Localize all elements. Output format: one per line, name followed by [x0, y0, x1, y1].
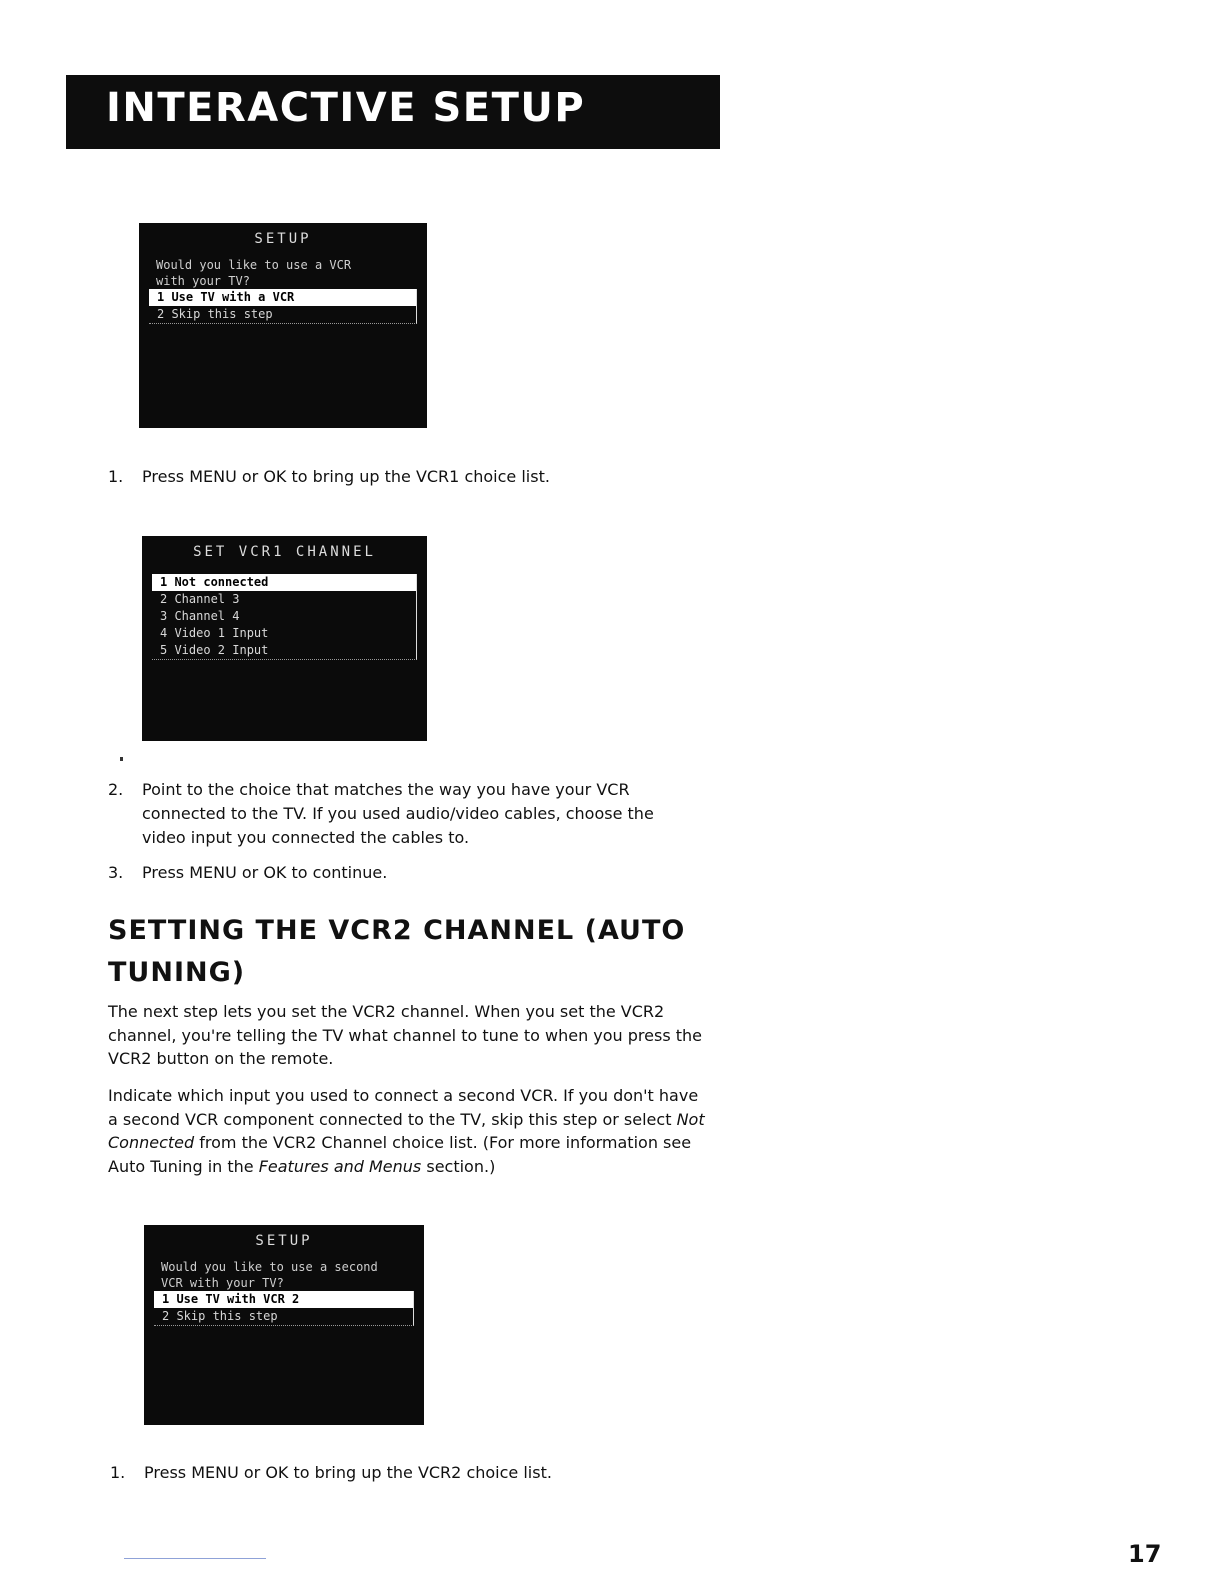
stray-dot	[120, 757, 123, 761]
step-number: 1.	[110, 1463, 126, 1482]
step-text: Point to the choice that matches the way you have your VCR connected to the TV. If you used audio/video cables, choose the video input you connected the cables to.	[142, 780, 654, 847]
screen-title: SETUP	[254, 231, 312, 247]
tv-setup-screen-vcr	[139, 223, 427, 428]
section-title: INTERACTIVE SETUP	[106, 85, 586, 131]
screen-options-list	[154, 1291, 414, 1326]
features-and-menus-term: Features and Menus	[258, 1156, 422, 1176]
section-heading: SETTING THE VCR2 CHANNEL (AUTO TUNING)	[108, 915, 686, 988]
screen-options-list	[152, 574, 417, 660]
screen-question: Would you like to use a VCR with your TV?	[156, 258, 352, 288]
step-number: 2.	[108, 780, 124, 799]
option-channel-4[interactable]: 3 Channel 4	[160, 609, 240, 623]
page-number: 17	[1128, 1540, 1162, 1568]
intro-paragraph: The next step lets you set the VCR2 channel. When you set the VCR2 channel, you're telling the TV what channel to tune to when you press the VCR2 button on the remote.	[108, 1002, 703, 1068]
tv-setup-screen-vcr2	[144, 1225, 424, 1425]
section-header-bar	[66, 75, 720, 149]
option-use-tv-with-vcr2[interactable]: 1 Use TV with VCR 2	[154, 1291, 413, 1308]
step-number: 3.	[108, 863, 124, 882]
step-text: Press MENU or OK to bring up the VCR1 choice list.	[142, 467, 550, 486]
screen-question: Would you like to use a second VCR with your TV?	[161, 1260, 378, 1290]
step-number: 1.	[108, 467, 124, 486]
footer-rule	[124, 1558, 266, 1559]
option-skip-step[interactable]: 2 Skip this step	[162, 1309, 278, 1323]
option-not-connected[interactable]: 1 Not connected	[152, 574, 416, 591]
option-skip-step[interactable]: 2 Skip this step	[157, 307, 273, 321]
option-use-tv-with-vcr[interactable]: 1 Use TV with a VCR	[149, 289, 416, 306]
screen-title: SET VCR1 CHANNEL	[193, 544, 376, 560]
tv-set-vcr1-channel-screen	[142, 536, 427, 741]
option-video-2-input[interactable]: 5 Video 2 Input	[160, 643, 269, 657]
not-connected-term: Not Connected	[108, 1109, 705, 1152]
screen-title: SETUP	[255, 1233, 313, 1249]
instruction-paragraph: Indicate which input you used to connect a second VCR. If you don't have a second VCR component connected to the TV, skip this step or select Not Connected from the VCR2 Channel choice list. (For more information see Auto Tuning in the Features and Menus section.)	[108, 1086, 705, 1176]
option-channel-3[interactable]: 2 Channel 3	[160, 592, 240, 606]
screen-options-list	[149, 289, 417, 324]
option-video-1-input[interactable]: 4 Video 1 Input	[160, 626, 269, 640]
step-text: Press MENU or OK to continue.	[142, 863, 388, 882]
step-text: Press MENU or OK to bring up the VCR2 choice list.	[144, 1463, 552, 1482]
